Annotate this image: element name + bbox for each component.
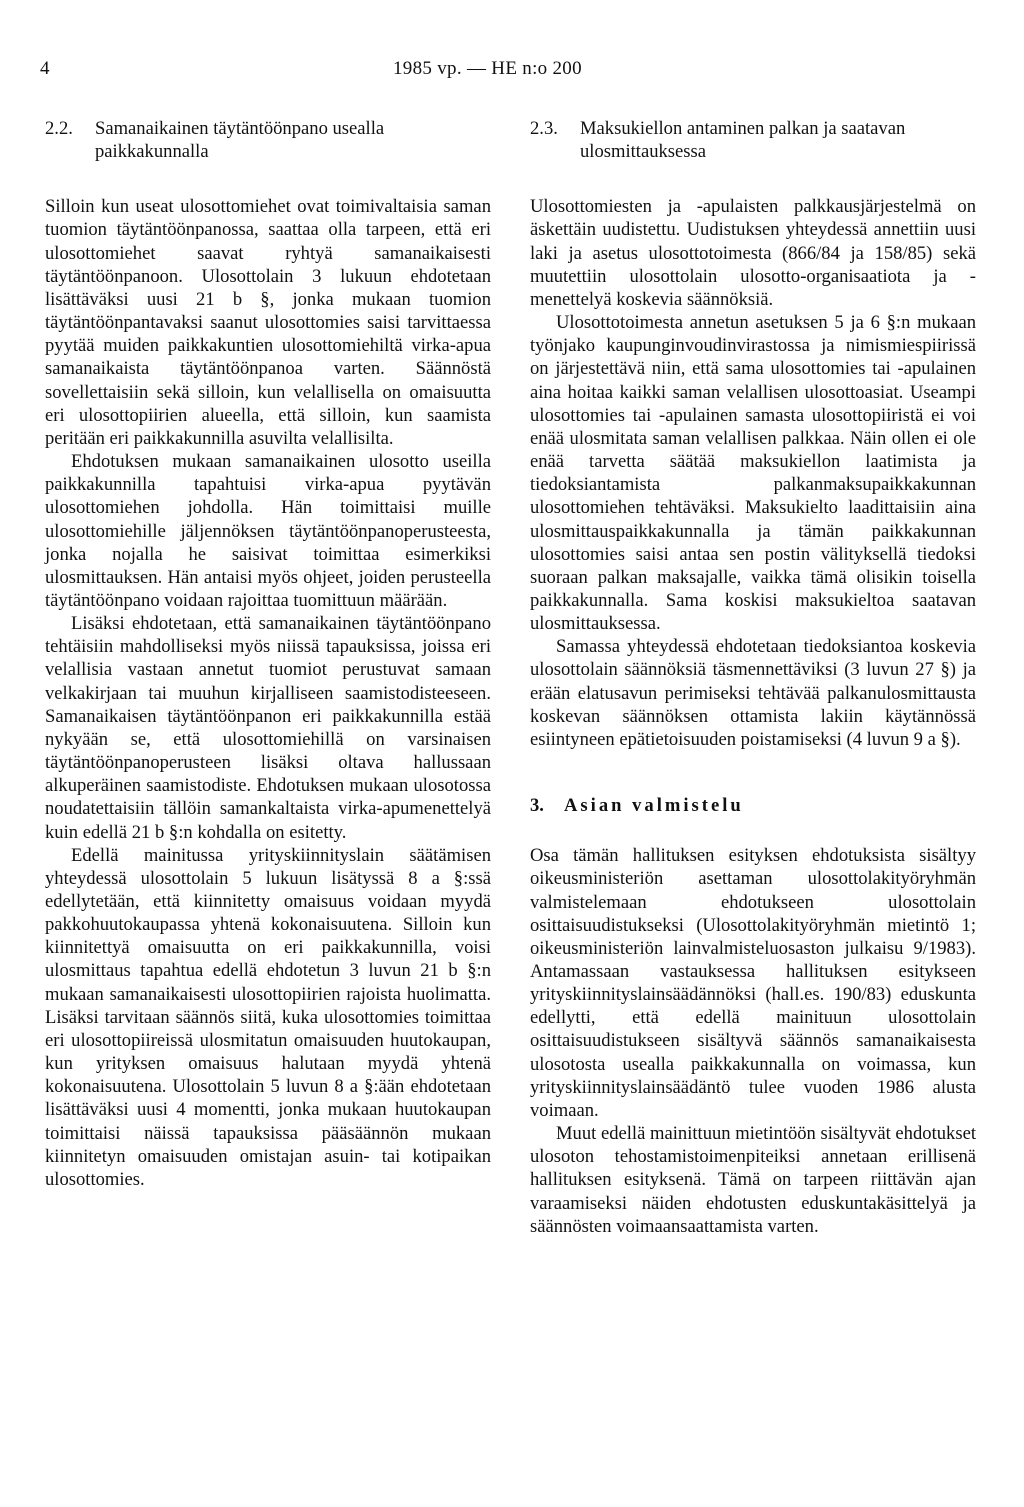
section-title: Asian valmistelu <box>564 795 744 817</box>
left-column <box>45 117 491 1191</box>
paragraph: Ehdotuksen mukaan samanaikainen ulosotto useilla paikkakunnilla tapahtuisi virka-apua pyytävän ulosottomiehen johdolla. Hän toimittaisi muille ulosottomiehille jäljennöksen täytäntöönpanoperusteesta, jonka nojalla he saisivat toimittaa esimerkiksi ulosmittauksen. Hän antaisi myös ohjeet, joiden perusteella täytäntöönpano voidaan rajoittaa tuomittuun määrään. <box>45 451 491 611</box>
section-number: 3. <box>530 795 544 817</box>
section-heading-2-3 <box>530 117 976 163</box>
section-title: Maksukiellon antaminen palkan ja saatavan ulosmittauksessa <box>580 118 906 163</box>
paragraph: Edellä mainitussa yrityskiinnityslain säätämisen yhteydessä ulosottolain 5 lukuun lisätyssä 8 a §:ssä edellytetään, että kiinnitetty omaisuus voidaan myydä pakkohuutokaupassa yhtenä kokonaisuutena. Silloin kun kiinnitettyä omaisuutta on eri paikkakunnilla, voisi ulosmittaus tapahtua edellä ehdotetun 3 luvun 21 b §:n mukaan samanaikaisesti ulosottopiirien rajoista huolimatta. Lisäksi tarvitaan säännös siitä, kuka ulosottomies toimittaa eri ulosottopiireissä ulosmitatun omaisuuden huutokaupan, kun yrityksen omaisuus halutaan myydä yhtenä kokonaisuutena. Ulosottolain 5 luvun 8 a §:ään ehdotetaan lisättäväksi uusi 4 momentti, jonka mukaan huutokaupan toimittaisi näissä tapauksissa pääsäännön mukaan kiinnitetyn omaisuuden omistajan asuin- tai kotipaikan ulosottomies. <box>45 844 491 1190</box>
section-heading-3 <box>530 794 976 817</box>
page-header <box>40 58 1000 88</box>
paragraph: Samassa yhteydessä ehdotetaan tiedoksiantoa koskevia ulosottolain säännöksiä täsmennettäviksi (3 luvun 27 §) ja erään elatusavun perimiseksi tehtävää palkanulosmittausta koskevan säännöksen ottamista lakiin käytännössä esiintyneen epätietoisuuden poistamiseksi (4 luvun 9 a §). <box>530 636 976 750</box>
paragraph: Osa tämän hallituksen esityksen ehdotuksista sisältyy oikeusministeriön asettaman ulosottolakityöryhmän valmistelemaan ehdotukseen ulosottolain osittaisuudistukseksi (Ulosottolakityöryhmän mietintö 1; oikeusministeriön lainvalmisteluosaston julkaisu 9/1983). Antamassaan vastauksessa hallituksen esitykseen yrityskiinnityslainsäädännöksi (hall.es. 190/83) eduskunta edellytti, että edellä mainituun ulosottolain osittaisuudistukseen sisältyvä säännös samanaikaisesta ulosotosta usealla paikkakunnalla on voimassa, kun yrityskiinnityslainsäädäntö tulee vuoden 1986 alusta voimaan. <box>530 845 976 1121</box>
right-column <box>530 117 976 1238</box>
section-title: Samanaikainen täytäntöönpano usealla paikkakunnalla <box>95 118 385 163</box>
paragraph: Muut edellä mainittuun mietintöön sisältyvät ehdotukset ulosoton tehostamistoimenpiteiksi annetaan erillisenä hallituksen esityksenä. Tämä on tarpeen riittävän ajan varaamiseksi näiden ehdotusten eduskuntakäsittelyä ja säännösten voimaansaattamista varten. <box>530 1123 976 1237</box>
section-number: 2.3. <box>530 118 558 139</box>
running-head: 1985 vp. — HE n:o 200 <box>393 58 582 79</box>
page-number: 4 <box>40 58 50 79</box>
paragraph: Lisäksi ehdotetaan, että samanaikainen täytäntöönpano tehtäisiin mahdolliseksi myös niissä tapauksissa, joissa eri velallisia vastaan annetut tuomiot perustuvat samaan velkakirjaan tai muuhun kirjalliseen saamistodisteeseen. Samanaikaisen täytäntöönpanon eri paikkakunnilla estää nykyään se, että ulosottomiehillä on varsinaisen täytäntöönpanoperusteen lisäksi oltava hallussaan alkuperäinen saamistodiste. Ehdotuksen mukaan ulosotossa noudatettaisiin tällöin samankaltaista virka-apumenettelyä kuin edellä 21 b §:n kohdalla on esitetty. <box>45 613 491 843</box>
paragraph: Silloin kun useat ulosottomiehet ovat toimivaltaisia saman tuomion täytäntöönpanossa, saattaa olla tarpeen, että eri ulosottomiehet saavat ryhtyä samanaikaisesti täytäntöönpanoon. Ulosottolain 3 lukuun ehdotetaan lisättäväksi uusi 21 b §, jonka mukaan tuomion täytäntöönpantavaksi saanut ulosottomies saisi tarvittaessa pyytää muiden paikkakuntien ulosottomiehiltä virka-apua samanaikaista täytäntöönpanoa varten. Säännöstä sovellettaisiin sekä silloin, kun velallisella on omaisuutta eri ulosottopiirien alueella, että silloin, kun saamista peritään eri paikkakunnilla asuvilta velallisilta. <box>45 196 491 449</box>
paragraph: Ulosottomiesten ja -apulaisten palkkausjärjestelmä on äskettäin uudistettu. Uudistuksen yhteydessä annettiin uusi laki ja asetus ulosottotoimesta (866/84 ja 158/85) sekä muutettiin ulosottolain ulosotto-organisaatiota ja -menettelyä koskevia säännöksiä. <box>530 196 976 310</box>
section-heading-2-2 <box>45 117 491 163</box>
paragraph: Ulosottotoimesta annetun asetuksen 5 ja 6 §:n mukaan työnjako kaupunginvoudinvirastossa ja nimismiespiirissä on järjestettävä niin, että sama ulosottomies tai -apulainen aina hoitaa kaikki saman velallisen ulosottoasiat. Useampi ulosottomies tai -apulainen samasta ulosottopiiristä ei voi enää ulosmitata saman velallisen palkkaa. Näin ollen ei ole enää tarvetta säätää maksukiellon laatimista ja tiedoksiantamista palkanmaksupaikkakunnan ulosottomiehen tehtäväksi. Maksukielto laadittaisiin aina ulosmittauspaikkakunnalla ja tämän paikkakunnan ulosottomies saisi antaa sen postin välityksellä tiedoksi suoraan palkan maksajalle, vaikka tämä olisikin toisella paikkakunnalla. Sama koskisi maksukieltoa saatavan ulosmittauksessa. <box>530 312 976 635</box>
section-number: 2.2. <box>45 118 73 139</box>
